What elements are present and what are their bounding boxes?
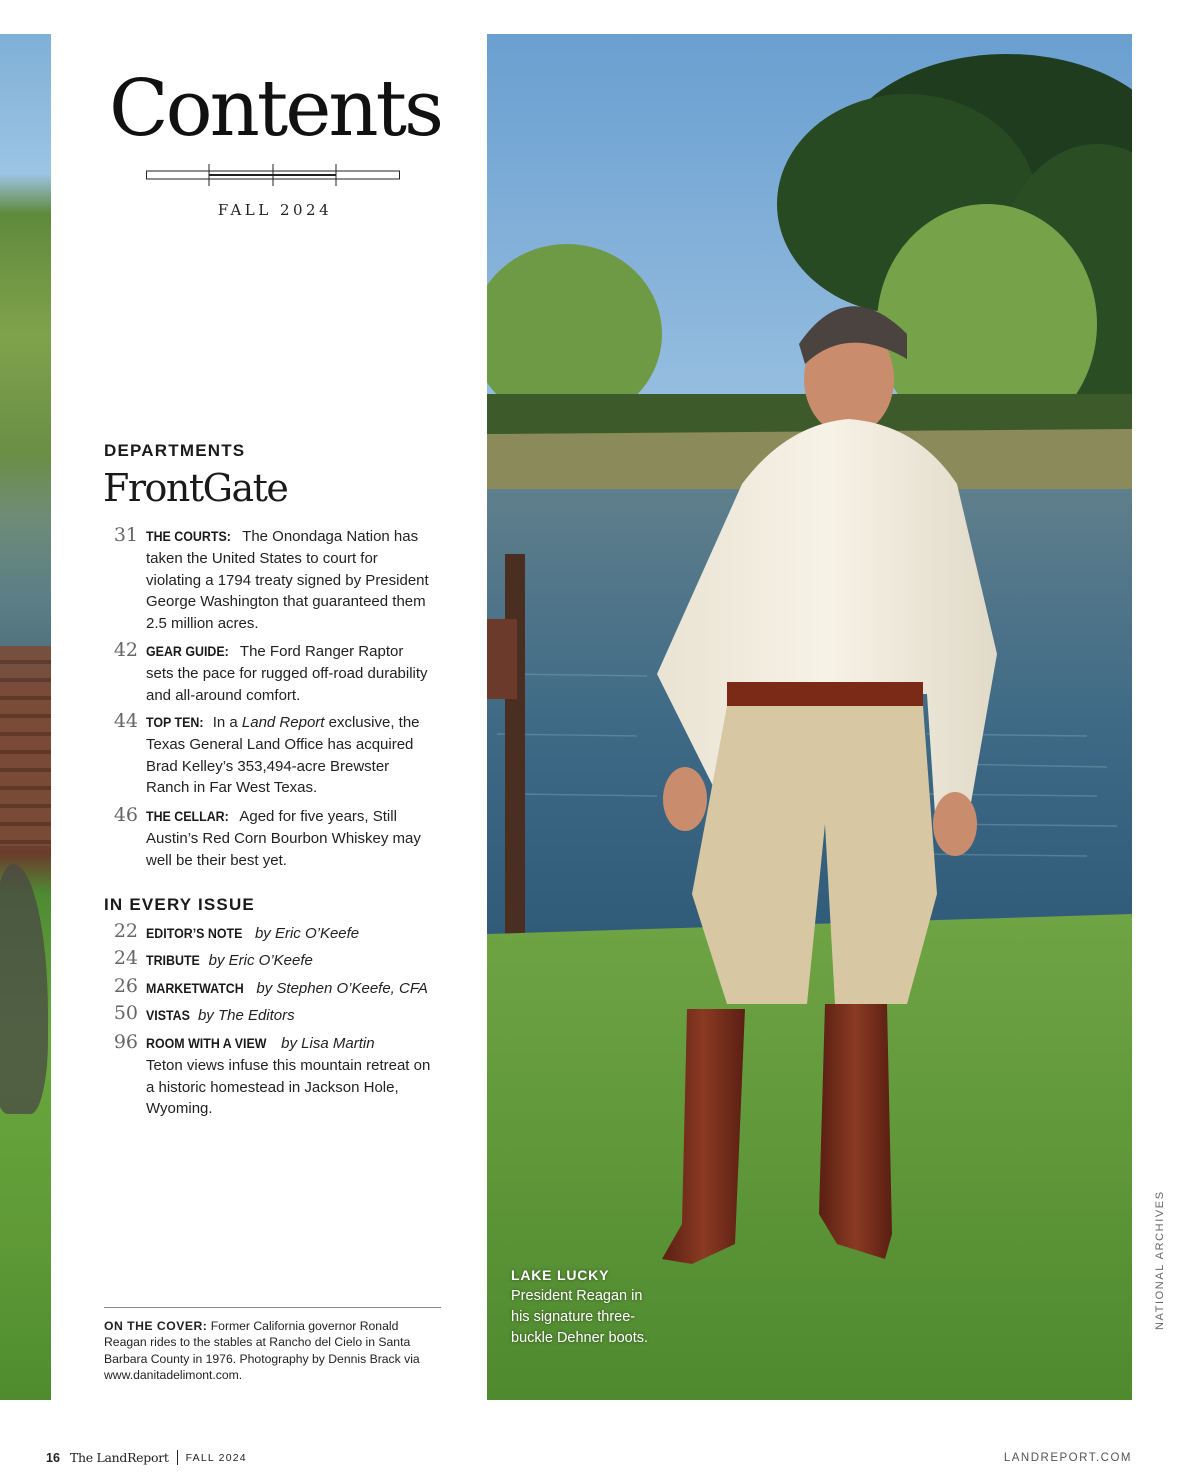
entry-kicker: THE CELLAR: — [146, 809, 229, 824]
toc-entry[interactable] — [104, 947, 444, 976]
toc-entry[interactable] — [104, 1033, 434, 1120]
page-number: 96 — [113, 1031, 138, 1053]
cover-note-text: Former California governor Ronald Reagan rides to the stables at Rancho del Cielo in Santa Barbara County in 1976. Photography by Dennis Brack via www.danitadelimont.com. — [104, 1319, 420, 1383]
page-number: 42 — [113, 639, 138, 661]
entry-text — [146, 923, 444, 945]
entry-text — [146, 978, 444, 1000]
entry-description: Teton views infuse this mountain retreat on a historic homestead in Jackson Hole, Wyoming. — [146, 1056, 431, 1118]
publication-logo: The LandReport — [69, 1450, 169, 1465]
departments-heading: DEPARTMENTS — [104, 441, 246, 460]
entry-text — [146, 1005, 444, 1027]
footer-issue: FALL 2024 — [185, 1451, 247, 1464]
publication-name: Land Report — [241, 714, 325, 731]
entry-kicker: VISTAS — [146, 1008, 190, 1023]
entry-kicker: EDITOR’S NOTE — [146, 926, 243, 941]
entry-byline: by The Editors — [197, 1007, 295, 1024]
entry-kicker: MARKETWATCH — [146, 981, 244, 996]
entry-description: The Ford Ranger Raptor sets the pace for rugged off-road durability and all-around comfort. — [146, 643, 428, 704]
entry-kicker: TRIBUTE — [146, 953, 200, 968]
photo-caption — [511, 1265, 651, 1349]
toc-entry[interactable] — [104, 975, 444, 1004]
animal-image-detail — [0, 864, 48, 1114]
page-number: 26 — [113, 975, 138, 997]
entry-description: The Onondaga Nation has taken the United States to court for violating a 1794 treaty signed by President George Washington that guaranteed them 2.5 million acres. — [146, 528, 429, 633]
cover-note-rule — [104, 1307, 441, 1308]
page-number: 24 — [113, 947, 138, 969]
page-number: 31 — [113, 524, 138, 546]
toc-entry[interactable] — [104, 920, 444, 949]
folio-divider — [177, 1450, 178, 1465]
entry-text — [146, 1033, 434, 1120]
toc-entry[interactable] — [104, 641, 434, 706]
caption-text: President Reagan in his signature three-buckle Dehner boots. — [511, 1288, 649, 1346]
entry-kicker: ROOM WITH A VIEW — [146, 1036, 267, 1051]
page-number: 22 — [113, 920, 138, 942]
entry-byline: by Eric O’Keefe — [254, 925, 360, 942]
entry-byline: by Lisa Martin — [281, 1035, 375, 1052]
entry-text — [146, 526, 434, 635]
entry-text — [146, 641, 434, 706]
toc-entry[interactable] — [104, 1002, 444, 1031]
toc-entry[interactable] — [104, 806, 434, 871]
cover-note — [104, 1318, 444, 1384]
toc-entry[interactable] — [104, 712, 434, 799]
entry-text — [146, 950, 444, 972]
dock-image-detail — [0, 646, 51, 846]
feature-photo-illustration — [487, 34, 1132, 1400]
page-number: 50 — [113, 1002, 138, 1024]
entry-kicker: THE COURTS: — [146, 529, 231, 544]
decorative-rule — [146, 163, 400, 187]
page-title: Contents — [109, 64, 441, 154]
website-link[interactable]: LANDREPORT.COM — [1003, 1452, 1132, 1464]
entry-text — [146, 712, 434, 799]
page-number: 44 — [113, 710, 138, 732]
frontgate-title: FrontGate — [103, 466, 288, 510]
entry-kicker: TOP TEN: — [146, 715, 204, 730]
entry-kicker: GEAR GUIDE: — [146, 644, 229, 659]
entry-byline: by Eric O’Keefe — [208, 952, 313, 969]
entry-description-start: In a — [212, 714, 238, 731]
caption-title: LAKE LUCKY — [511, 1267, 610, 1283]
entry-description-end: exclusive, the Texas General Land Office has acquired Brad Kelley’s 353,494-acre Brewster Ranch in Far West Texas. — [146, 714, 420, 797]
entry-byline: by Stephen O’Keefe, CFA — [256, 980, 428, 997]
cover-note-label: ON THE COVER: — [104, 1319, 208, 1333]
page-number: 46 — [113, 804, 138, 826]
entry-text — [146, 806, 434, 871]
entry-description: Aged for five years, Still Austin’s Red Corn Bourbon Whiskey may well be their best yet. — [146, 808, 421, 869]
photo-credit: NATIONAL ARCHIVES — [1154, 1190, 1166, 1330]
every-issue-heading: IN EVERY ISSUE — [104, 895, 255, 914]
left-photo-strip — [0, 34, 51, 1400]
issue-label: FALL 2024 — [217, 201, 333, 219]
toc-entry[interactable] — [104, 526, 434, 635]
footer-folio — [46, 1450, 247, 1465]
page-number-footer: 16 — [46, 1450, 60, 1465]
feature-photo — [487, 34, 1132, 1400]
